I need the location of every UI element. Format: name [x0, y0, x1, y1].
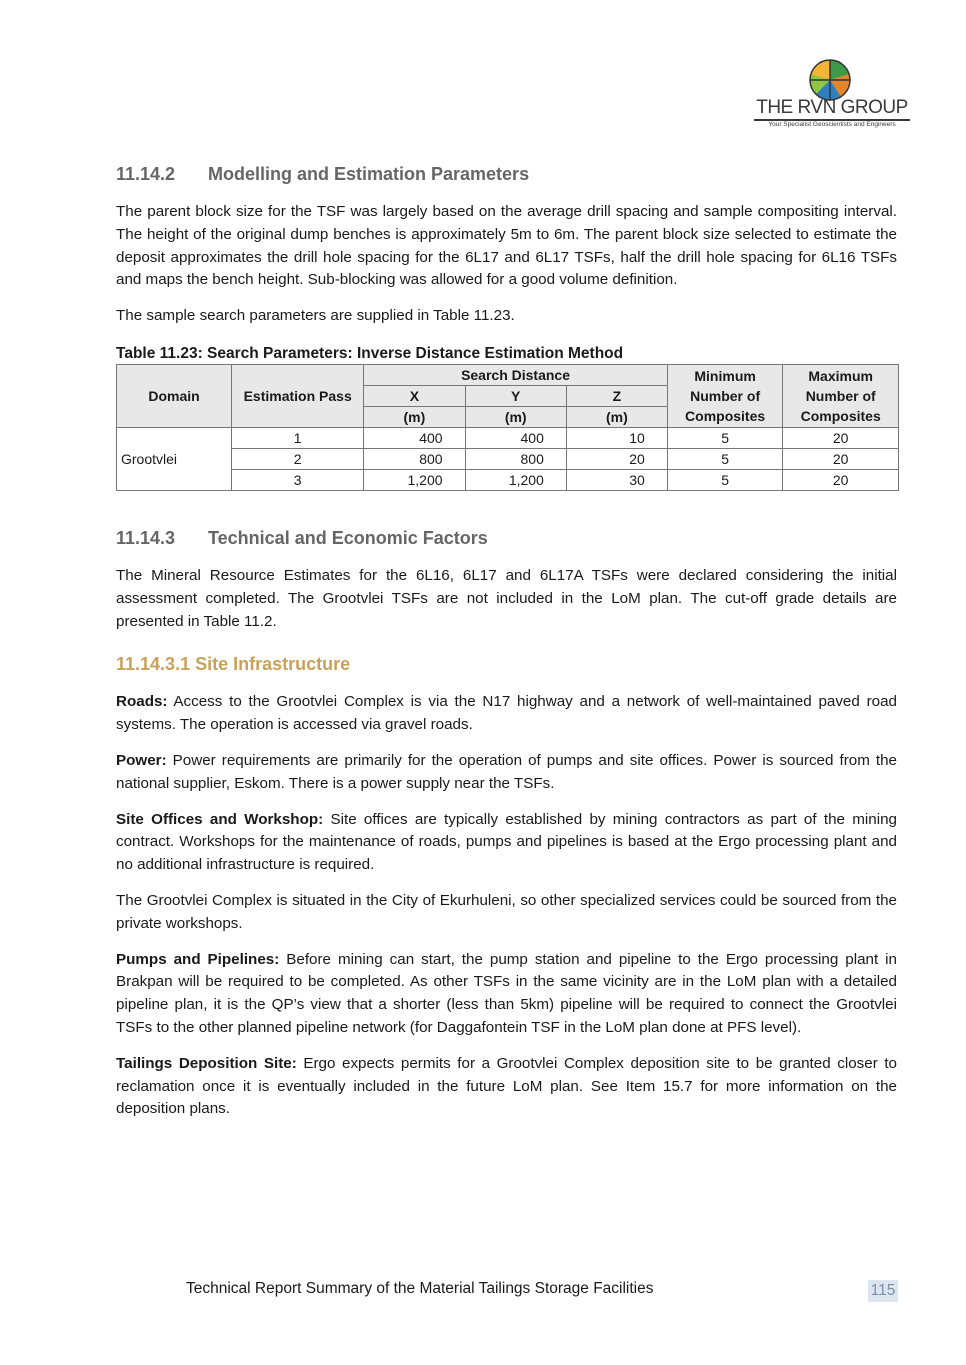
cell-z: 20	[566, 448, 667, 469]
page-number: 115	[868, 1280, 898, 1302]
paragraph-city: The Grootvlei Complex is situated in the City of Ekurhuleni, so other specialized services could be sourced from the private workshops.	[116, 891, 897, 932]
col-header-y: Y	[465, 385, 566, 406]
cell-z: 10	[566, 427, 667, 448]
table-row	[117, 448, 899, 469]
logo-circle-icon	[808, 58, 852, 102]
paragraph-technical-factors: The Mineral Resource Estimates for the 6L16, 6L17 and 6L17A TSFs were declared considering the initial assessment completed. The Grootvlei TSFs are not included in the LoM plan. The cut-off grade details are presented in Table 11.2.	[116, 566, 897, 630]
paragraph-tailings-deposition: Tailings Deposition Site: Ergo expects permits for a Grootvlei Complex deposition site to be granted closer to reclamation once it is eventually included in the future LoM plan. See Item 15.7 for more information on the deposition plans.	[116, 1054, 897, 1118]
cell-min: 5	[667, 427, 783, 448]
cell-domain: Grootvlei	[117, 427, 232, 490]
col-header-search-distance: Search Distance	[364, 364, 668, 385]
cell-max: 20	[783, 427, 899, 448]
cell-z: 30	[566, 469, 667, 490]
table-row	[117, 427, 899, 448]
footer-text: Technical Report Summary of the Material Tailings Storage Facilities	[186, 1280, 654, 1297]
search-parameters-table	[116, 364, 899, 491]
cell-pass: 1	[232, 427, 364, 448]
paragraph-pumps-pipelines: Pumps and Pipelines: Before mining can start, the pump station and pipeline to the Ergo processing plant in Brakpan will be required to be completed. As other TSFs in the same vicinity are in the LoM plan with a detailed pipeline plan, it is the QP’s view that a shorter (less than 5km) pipeline will be required to connect the Grootvlei TSFs to the other planned pipeline network (for Daggafontein TSF in the LoM plan done at PFS level).	[116, 950, 897, 1036]
paragraph-search-parameters: The sample search parameters are supplied in Table 11.23.	[116, 307, 515, 325]
paragraph-roads: Roads: Access to the Grootvlei Complex is via the N17 highway and a network of well-maintained paved road systems. The operation is accessed via gravel roads.	[116, 693, 897, 734]
section-heading-modelling: 11.14.2 Modelling and Estimation Parameters	[116, 164, 530, 184]
paragraph-site-offices: Site Offices and Workshop: Site offices are typically established by mining contractors as part of the mining contract. Workshops for the maintenance of roads, pumps and pipelines is based at the Ergo processing plant and no additional infrastructure is required.	[116, 810, 898, 874]
cell-x: 1,200	[364, 469, 465, 490]
page-content	[116, 160, 897, 1121]
col-header-domain: Domain	[117, 364, 232, 427]
col-header-z: Z	[566, 385, 667, 406]
table-row	[117, 469, 899, 490]
cell-max: 20	[783, 469, 899, 490]
logo-tagline: Your Specialist Geoscientists and Engineers	[768, 121, 896, 128]
col-header-estimation-pass: Estimation Pass	[232, 364, 364, 427]
cell-y: 400	[465, 427, 566, 448]
col-unit-z: (m)	[566, 406, 667, 427]
col-unit-y: (m)	[465, 406, 566, 427]
paragraph-power: Power: Power requirements are primarily for the operation of pumps and site offices. Power is sourced from the national supplier, Eskom. There is a power supply near the TSFs.	[116, 751, 897, 792]
section-heading-technical: 11.14.3 Technical and Economic Factors	[116, 527, 488, 548]
company-logo	[752, 58, 912, 132]
col-unit-x: (m)	[364, 406, 465, 427]
cell-pass: 2	[232, 448, 364, 469]
cell-pass: 3	[232, 469, 364, 490]
cell-x: 800	[364, 448, 465, 469]
logo-text: THE RVN GROUP	[756, 97, 908, 118]
cell-min: 5	[667, 469, 783, 490]
paragraph-block-size: The parent block size for the TSF was largely based on the average drill spacing and sample compositing interval. The height of the original dump benches is approximately 5m to 6m. The parent block size selected to estimate the deposit approximates the drill hole spacing for the 6L17 and 6L17 TSFs, half the drill hole spacing for 6L16 TSFs and maps the bench height. Sub-blocking was allowed for a good volume definition.	[116, 203, 897, 289]
cell-y: 1,200	[465, 469, 566, 490]
cell-min: 5	[667, 448, 783, 469]
table-caption: Table 11.23: Search Parameters: Inverse Distance Estimation Method	[116, 344, 624, 362]
cell-x: 400	[364, 427, 465, 448]
cell-y: 800	[465, 448, 566, 469]
cell-max: 20	[783, 448, 899, 469]
col-header-x: X	[364, 385, 465, 406]
col-header-minimum: Minimum Number of Composites	[667, 364, 783, 427]
section-heading-site-infrastructure: 11.14.3.1 Site Infrastructure	[116, 654, 351, 675]
col-header-maximum: Maximum Number of Composites	[783, 364, 899, 427]
